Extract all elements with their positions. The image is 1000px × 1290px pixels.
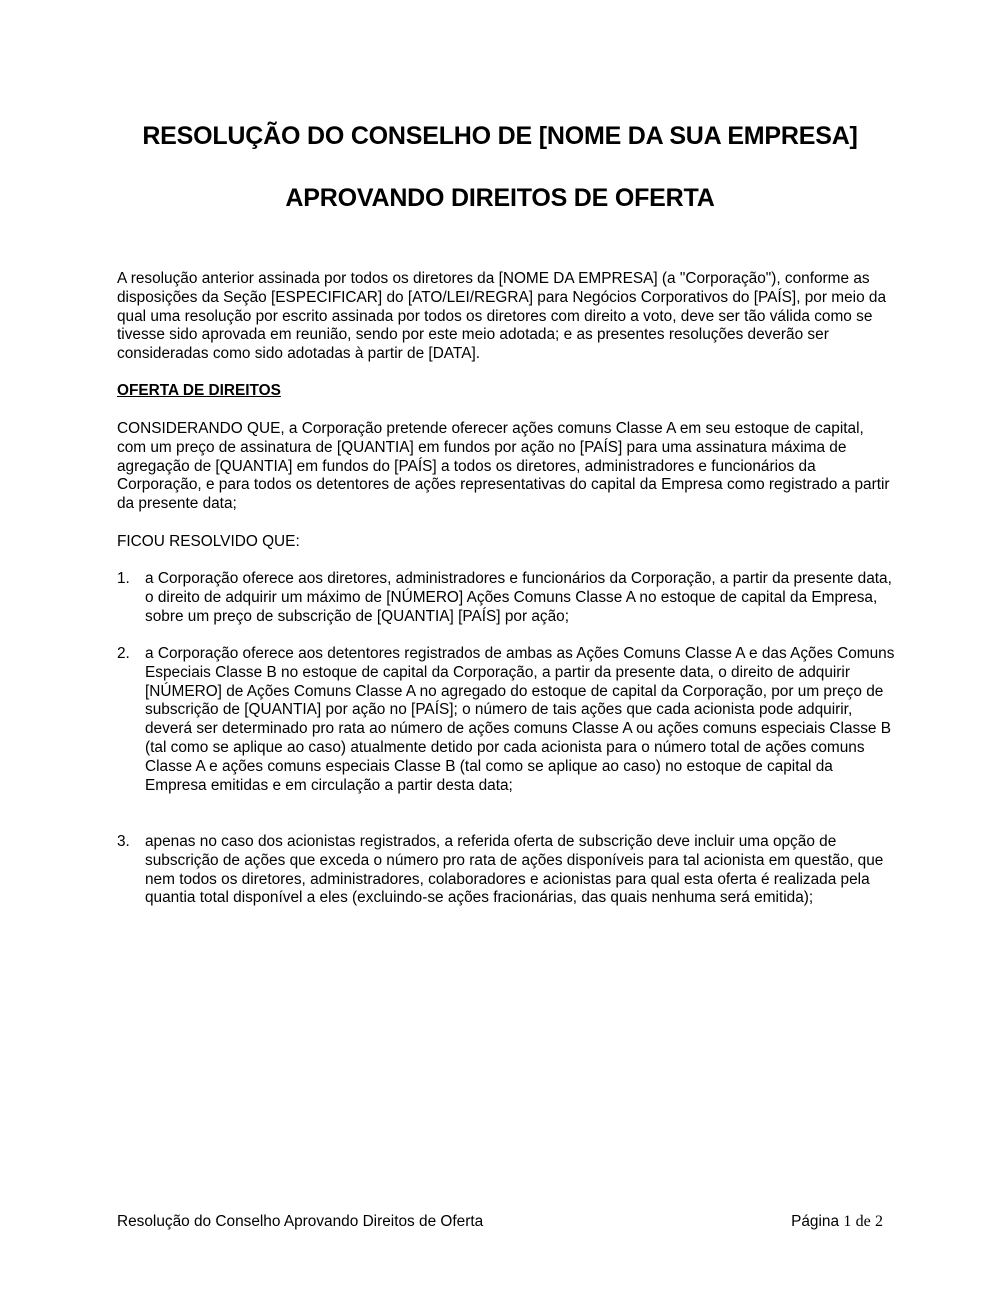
document-title: RESOLUÇÃO DO CONSELHO DE [NOME DA SUA EMPRESA] <box>142 122 858 150</box>
footer-document-title: Resolução do Conselho Aprovando Direitos de Oferta <box>117 1213 484 1230</box>
resolution-text: a Corporação oferece aos diretores, administradores e funcionários da Corporação, a partir da presente data, o direito de adquirir um máximo de [NÚMERO] Ações Comuns Classe A no estoque de capital da Empresa, sobre um preço de subscrição de [QUANTIA] [PAÍS] por ação; <box>145 570 892 625</box>
page-of: de <box>855 1213 871 1230</box>
resolved-label: FICOU RESOLVIDO QUE: <box>117 533 300 550</box>
document-subtitle: APROVANDO DIREITOS DE OFERTA <box>285 184 715 212</box>
resolution-number: 1. <box>117 570 130 587</box>
intro-paragraph: A resolução anterior assinada por todos os diretores da [NOME DA EMPRESA] (a "Corporação"), conforme as disposições da Seção [ESPECIFICAR] do [ATO/LEI/REGRA] para Negócios Corporativos do [PAÍS], por meio da qual uma resolução por escrito assinada por todos os diretores com direito a voto, deve ser tão válida como se tivesse sido aprovada em reunião, sendo por este meio adotada; e as presentes resoluções deverão ser consideradas como sido adotadas à partir de [DATA]. <box>117 270 887 363</box>
page-number <box>791 1213 883 1231</box>
resolution-text: apenas no caso dos acionistas registrados, a referida oferta de subscrição deve incluir uma opção de subscrição de ações que exceda o número pro rata de ações disponíveis para tal acionista em questão, que nem todos os diretores, administradores, colaboradores e acionistas para qual esta oferta é realizada pela quantia total disponível a eles (excluindo-se ações fracionárias, das quais nenhuma será emitida); <box>145 833 884 907</box>
resolution-number: 2. <box>117 645 130 662</box>
resolution-text: a Corporação oferece aos detentores registrados de ambas as Ações Comuns Classe A e das Ações Comuns Especiais Classe B no estoque de capital da Corporação, a partir da presente data, o direito de adquirir [NÚMERO] de Ações Comuns Classe A no agregado do estoque de capital da Corporação, por um preço de subscrição de [QUANTIA] por ação no [PAÍS]; o número de tais ações que cada acionista pode adquirir, deverá ser determinado pro rata ao número de ações comuns Classe A ou ações comuns especiais Classe B (tal como se aplique ao caso) atualmente detido por cada acionista para o número total de ações comuns Classe A e ações comuns especiais Classe B (tal como se aplique ao caso) no estoque de capital da Empresa emitidas e em circulação a partir desta data; <box>145 645 895 794</box>
page-current: 1 <box>843 1213 852 1230</box>
resolution-number: 3. <box>117 833 130 850</box>
page-label: Página <box>791 1213 840 1230</box>
considerando-paragraph: CONSIDERANDO QUE, a Corporação pretende oferecer ações comuns Classe A em seu estoque de capital, com um preço de assinatura de [QUANTIA] em fundos por ação no [PAÍS] para uma assinatura máxima de agregação de [QUANTIA] em fundos do [PAÍS] a todos os diretores, administradores e funcionários da Corporação, e para todos os detentores de ações representativas do capital da Empresa como registrado a partir da presente data; <box>117 420 890 513</box>
page-footer <box>117 1213 883 1235</box>
page-total: 2 <box>875 1213 883 1230</box>
section-heading: OFERTA DE DIREITOS <box>117 382 281 399</box>
